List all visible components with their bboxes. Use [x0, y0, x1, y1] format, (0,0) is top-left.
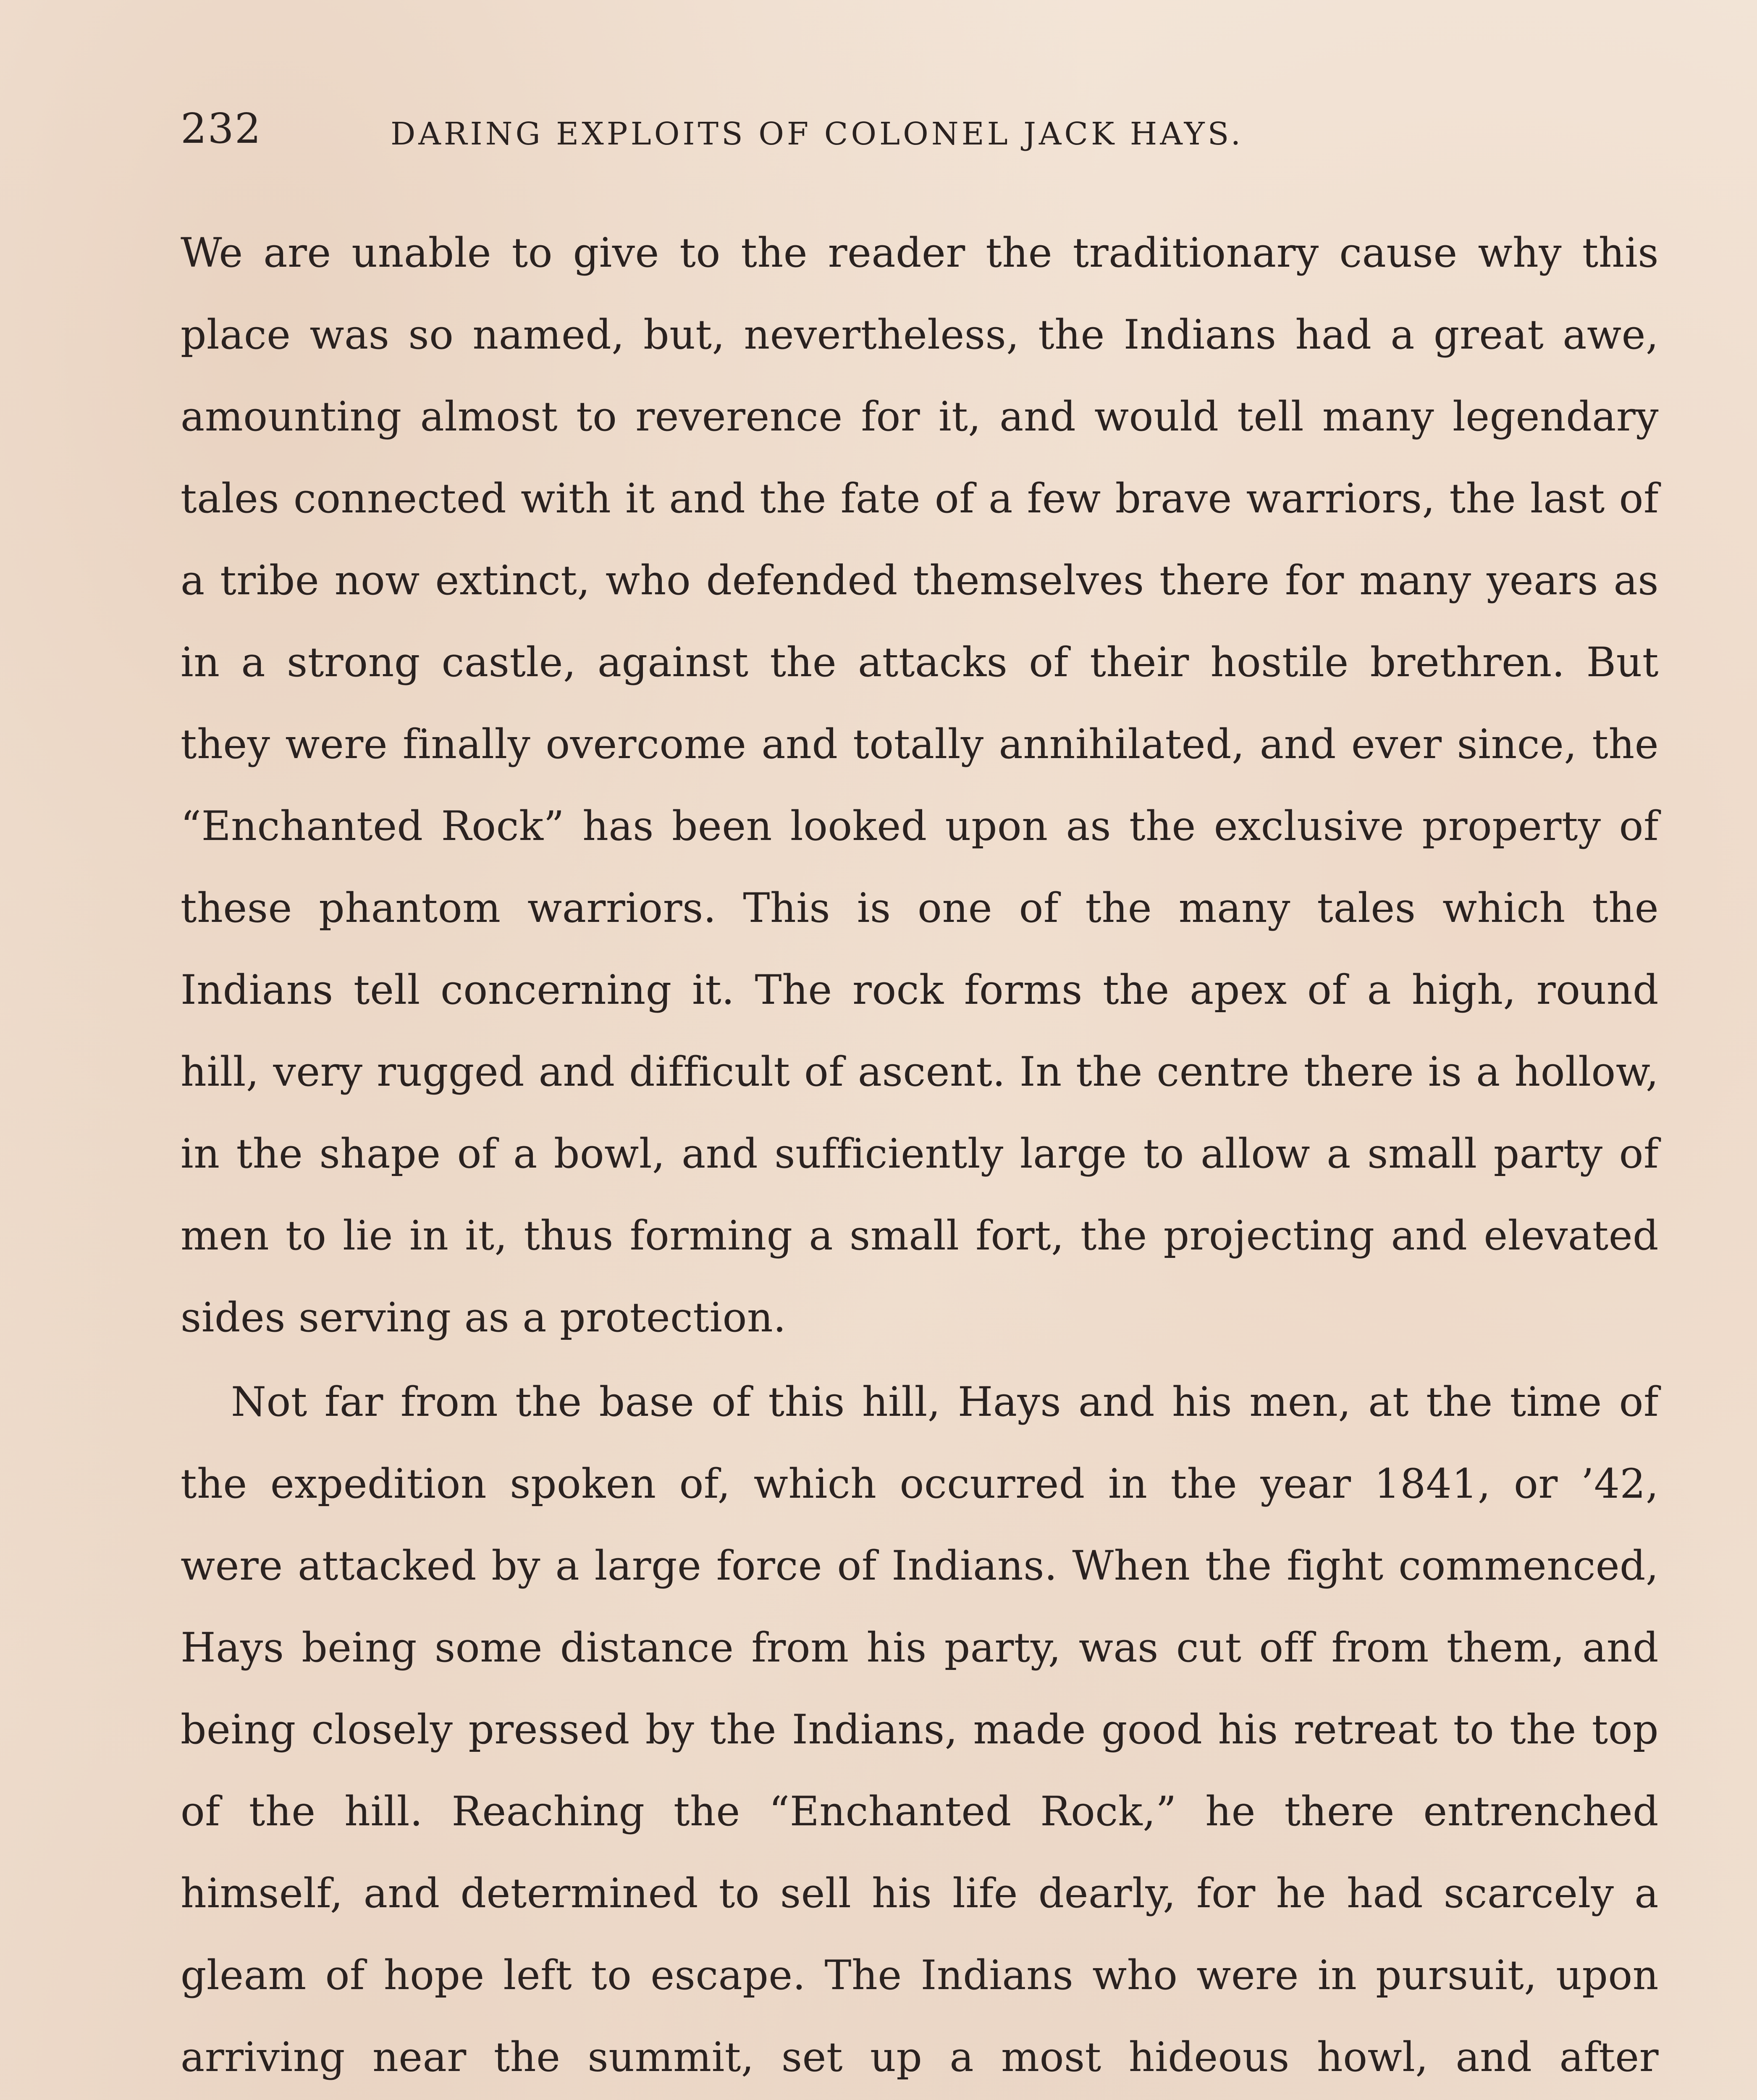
paragraph-2: Not far from the base of this hill, Hays and his men, at the time of the expedition spoken of, which occurred in the year 1841, or ’42, were attacked by a large force of Indians. When the fight commenced, Hays being some distance from his party, was cut off from them, and being closely pressed by the Indians, made good his retreat to the top of the hill. Reaching the “Enchanted Rock,” he there entrenched himself, and determined to sell his life dearly, for he had scarcely a gleam of hope left to escape. The Indians who were in pursuit, upon arriving near the summit, set up a most hideous howl, and after: [181, 1378, 1659, 2081]
body-text: [181, 212, 1659, 2100]
running-head: DARING EXPLOITS OF COLONEL JACK HAYS.: [391, 116, 1244, 152]
paragraph-1: We are unable to give to the reader the traditionary cause why this place was so named, but, nevertheless, the Indians had a great awe, amounting almost to reverence for it, and would tell many legendary tales connected with it and the fate of a few brave warriors, the last of a tribe now extinct, who defended themselves there for many years as in a strong castle, against the attacks of their hostile brethren. But they were finally overcome and totally annihilated, and ever since, the “Enchanted Rock” has been looked upon as the exclusive property of these phantom warriors. This is one of the many tales which the Indians tell concerning it. The rock forms the apex of a high, round hill, very rugged and difficult of ascent. In the centre there is a hollow, in the shape of a bowl, and sufficiently large to allow a small party of men to lie in it, thus forming a small fort, the projecting and elevated sides serving as a protection.: [181, 229, 1659, 1341]
page-header: [181, 105, 1659, 160]
page-number: 232: [181, 105, 262, 153]
